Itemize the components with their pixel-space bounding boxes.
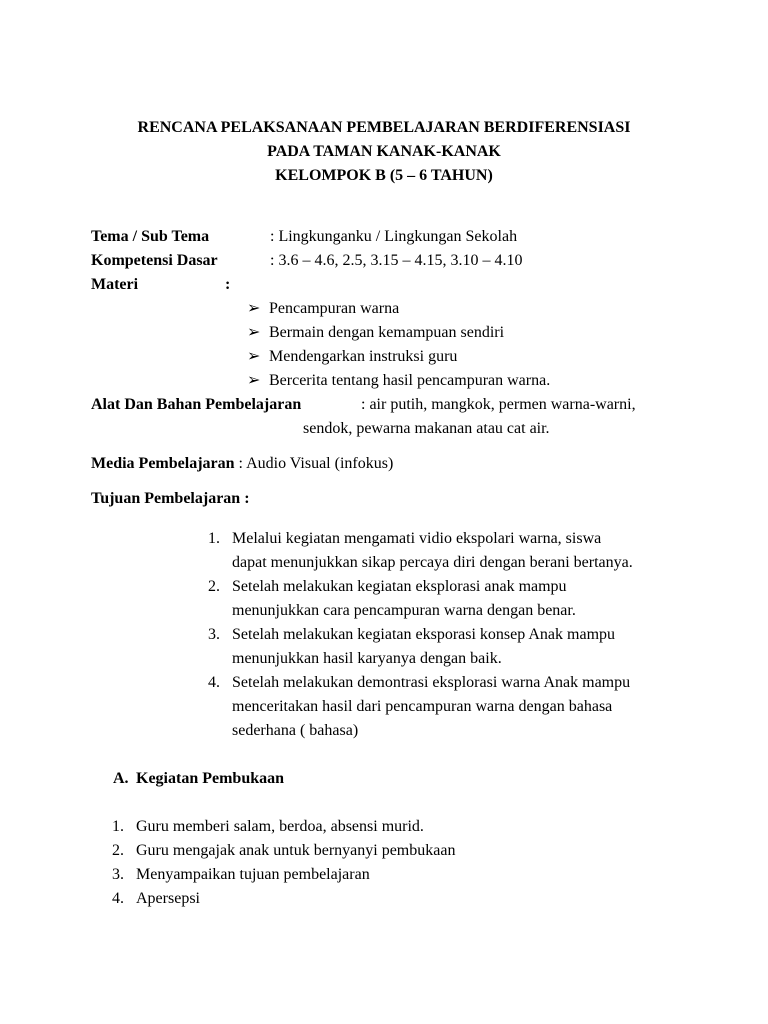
tujuan-number: 1. (208, 530, 220, 547)
pembukaan-item: Guru mengajak anak untuk bernyanyi pembukaan (136, 842, 456, 859)
tujuan-item-line: Melalui kegiatan mengamati vidio ekspolari warna, siswa (232, 530, 602, 547)
materi-item-text: Pencampuran warna (269, 300, 400, 317)
pembukaan-number: 3. (112, 866, 124, 883)
tujuan-number: 3. (208, 626, 220, 643)
alat-value-line-1: : air putih, mangkok, permen warna-warni, (361, 396, 636, 413)
tujuan-number: 2. (208, 578, 220, 595)
media-line (91, 452, 393, 476)
title-line-2: PADA TAMAN KANAK-KANAK (267, 143, 501, 160)
arrow-bullet-icon: ➢ (247, 348, 261, 365)
materi-item (247, 345, 457, 369)
tujuan-item-line: menceritakan hasil dari pencampuran warna dengan bahasa (232, 698, 613, 715)
tujuan-number: 4. (208, 674, 220, 691)
title-line-3: KELOMPOK B (5 – 6 TAHUN) (275, 167, 493, 184)
tujuan-heading: Tujuan Pembelajaran : (91, 490, 250, 507)
alat-label: Alat Dan Bahan Pembelajaran (91, 396, 302, 413)
arrow-bullet-icon: ➢ (247, 372, 261, 389)
pembukaan-heading: Kegiatan Pembukaan (136, 770, 285, 787)
materi-item-text: Bermain dengan kemampuan sendiri (269, 324, 505, 341)
title-line-1: RENCANA PELAKSANAAN PEMBELAJARAN BERDIFERENSIASI (137, 119, 631, 136)
kompetensi-label: Kompetensi Dasar (91, 252, 218, 269)
media-label: Media Pembelajaran (91, 455, 235, 472)
arrow-bullet-icon: ➢ (247, 300, 261, 317)
tujuan-item-line: Setelah melakukan kegiatan eksporasi konsep Anak mampu (232, 626, 616, 643)
tujuan-item-line: Setelah melakukan kegiatan eksplorasi anak mampu (232, 578, 567, 595)
kompetensi-value: : 3.6 – 4.6, 2.5, 3.15 – 4.15, 3.10 – 4.10 (270, 252, 523, 269)
tujuan-item-line: Setelah melakukan demontrasi eksplorasi warna Anak mampu (232, 674, 631, 691)
materi-item (247, 369, 550, 393)
tujuan-item-line: sederhana ( bahasa) (232, 722, 359, 739)
pembukaan-number: 1. (112, 818, 124, 835)
tujuan-item-line: menunjukkan hasil karyanya dengan baik. (232, 650, 502, 667)
pembukaan-item: Menyampaikan tujuan pembelajaran (136, 866, 370, 883)
materi-item (247, 297, 399, 321)
tujuan-item-line: dapat menunjukkan sikap percaya diri dengan berani bertanya. (232, 554, 633, 571)
pembukaan-item: Apersepsi (136, 890, 200, 907)
materi-item (247, 321, 504, 345)
pembukaan-number: 2. (112, 842, 124, 859)
materi-item-text: Mendengarkan instruksi guru (269, 348, 458, 365)
media-value: : Audio Visual (infokus) (234, 455, 394, 472)
materi-colon: : (225, 276, 231, 293)
tujuan-item-line: menunjukkan cara pencampuran warna dengan benar. (232, 602, 576, 619)
pembukaan-item: Guru memberi salam, berdoa, absensi murid. (136, 818, 424, 835)
materi-label: Materi (91, 276, 139, 293)
alat-value-line-2: sendok, pewarna makanan atau cat air. (303, 420, 550, 437)
materi-item-text: Bercerita tentang hasil pencampuran warna. (269, 372, 551, 389)
pembukaan-number: 4. (112, 890, 124, 907)
section-letter: A. (113, 770, 129, 787)
tema-label: Tema / Sub Tema (91, 228, 210, 245)
tema-value: : Lingkunganku / Lingkungan Sekolah (270, 228, 518, 245)
arrow-bullet-icon: ➢ (247, 324, 261, 341)
